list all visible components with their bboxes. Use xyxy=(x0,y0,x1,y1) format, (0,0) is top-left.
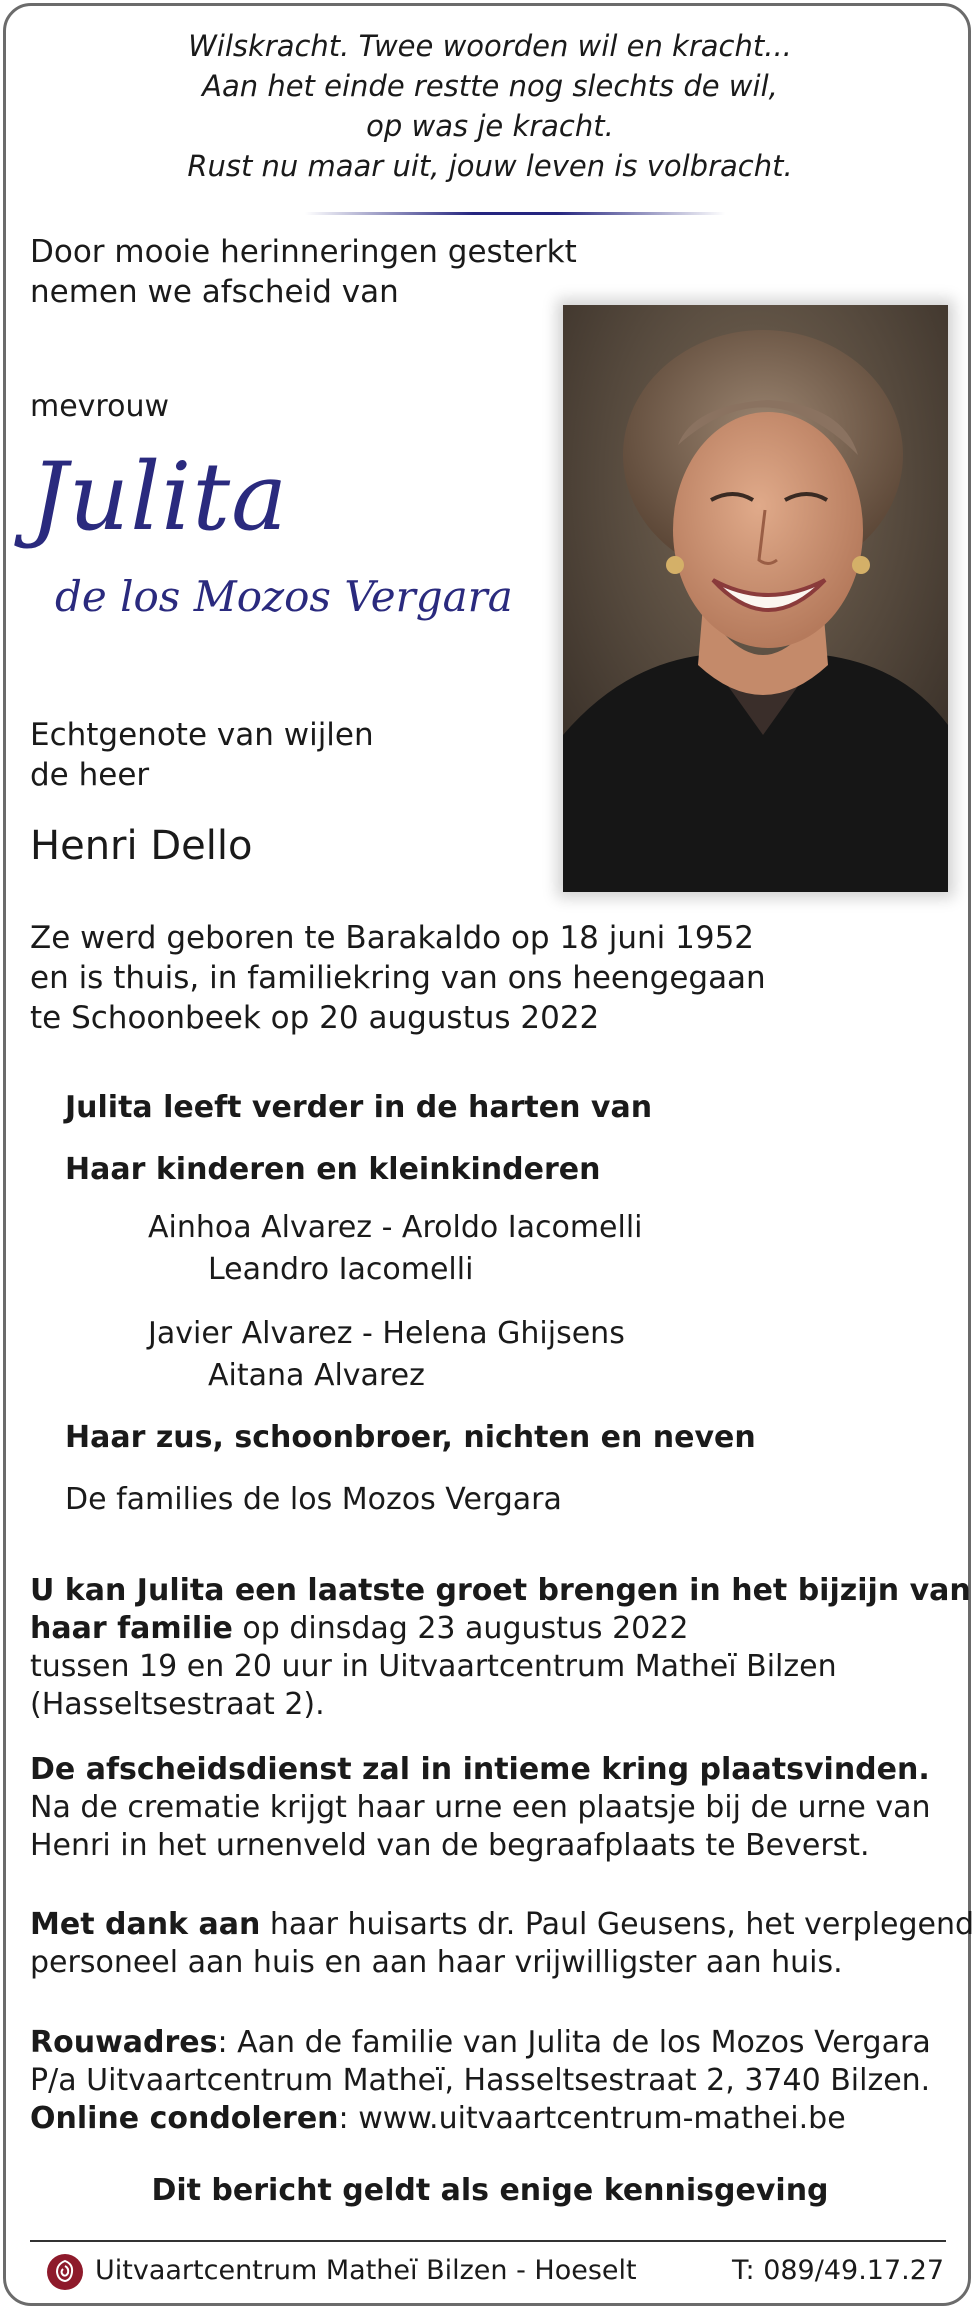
birth-line: en is thuis, in familiekring van ons heengegaan xyxy=(30,960,766,996)
birth-line: te Schoonbeek op 20 augustus 2022 xyxy=(30,1000,600,1036)
family-child: Leandro Iacomelli xyxy=(208,1252,474,1287)
service-line: Na de crematie krijgt haar urne een plaatsje bij de urne van xyxy=(30,1790,931,1825)
memory-heading: Julita leeft verder in de harten van xyxy=(65,1090,653,1125)
address-label: Rouwadres xyxy=(30,2025,218,2060)
birth-line: Ze werd geboren te Barakaldo op 18 juni 1952 xyxy=(30,920,755,956)
address-text xyxy=(30,2024,931,2138)
thanks-line: personeel aan huis en aan haar vrijwilligster aan huis. xyxy=(30,1945,843,1980)
service-text xyxy=(30,1751,931,1865)
poem-line: Rust nu maar uit, jouw leven is volbracht. xyxy=(187,149,793,183)
intro-line: nemen we afscheid van xyxy=(30,274,399,310)
footer-phone: T: 089/49.17.27 xyxy=(732,2255,945,2286)
intro-line: Door mooie herinneringen gesterkt xyxy=(30,234,577,270)
visitation-date: op dinsdag 23 augustus 2022 xyxy=(232,1611,689,1646)
condolence-link[interactable]: : www.uitvaartcentrum-mathei.be xyxy=(338,2101,846,2136)
visitation-bold: U kan Julita een laatste groet brengen in het bijzijn van xyxy=(30,1573,971,1608)
portrait-photo xyxy=(563,305,948,892)
deceased-surname: de los Mozos Vergara xyxy=(55,572,513,621)
notice-text: Dit bericht geldt als enige kennisgeving xyxy=(151,2173,829,2208)
thanks-bold: Met dank aan xyxy=(30,1907,261,1942)
family-child: Aitana Alvarez xyxy=(208,1358,425,1393)
intro-text xyxy=(30,232,577,312)
siblings-heading: Haar zus, schoonbroer, nichten en neven xyxy=(65,1420,756,1455)
poem-line: Aan het einde restte nog slechts de wil, xyxy=(202,69,778,103)
poem xyxy=(0,26,980,186)
address-line: P/a Uitvaartcentrum Matheï, Hasseltsestraat 2, 3740 Bilzen. xyxy=(30,2063,931,2098)
poem-line: op was je kracht. xyxy=(366,109,614,143)
footer-divider xyxy=(30,2240,946,2242)
spouse-label xyxy=(30,715,374,795)
condolence-label: Online condoleren xyxy=(30,2101,339,2136)
spouse-label-line: de heer xyxy=(30,757,150,793)
family-parents: Ainhoa Alvarez - Aroldo Iacomelli xyxy=(148,1210,643,1245)
service-line: Henri in het urnenveld van de begraafplaats te Beverst. xyxy=(30,1828,870,1863)
footer-funeral-home: Uitvaartcentrum Matheï Bilzen - Hoeselt xyxy=(95,2255,637,2286)
thanks-text xyxy=(30,1906,974,1982)
address-line: : Aan de familie van Julita de los Mozos Vergara xyxy=(217,2025,931,2060)
thanks-line: haar huisarts dr. Paul Geusens, het verplegend xyxy=(260,1907,975,1942)
divider xyxy=(305,212,725,215)
visitation-line: tussen 19 en 20 uur in Uitvaartcentrum Matheï Bilzen xyxy=(30,1649,837,1684)
deceased-first-name: Julita xyxy=(30,443,289,552)
children-heading: Haar kinderen en kleinkinderen xyxy=(65,1152,601,1187)
rose-logo-icon xyxy=(46,2253,84,2291)
family-parents: Javier Alvarez - Helena Ghijsens xyxy=(148,1316,625,1351)
service-bold: De afscheidsdienst zal in intieme kring plaatsvinden. xyxy=(30,1752,930,1787)
birth-death-text xyxy=(30,918,766,1038)
salutation: mevrouw xyxy=(30,389,170,424)
visitation-bold: haar familie xyxy=(30,1611,233,1646)
spouse-name: Henri Dello xyxy=(30,823,253,869)
families-heading: De families de los Mozos Vergara xyxy=(65,1482,562,1517)
visitation-text xyxy=(30,1572,971,1724)
spouse-label-line: Echtgenote van wijlen xyxy=(30,717,374,753)
poem-line: Wilskracht. Twee woorden wil en kracht... xyxy=(188,29,792,63)
visitation-line: (Hasseltsestraat 2). xyxy=(30,1687,325,1722)
